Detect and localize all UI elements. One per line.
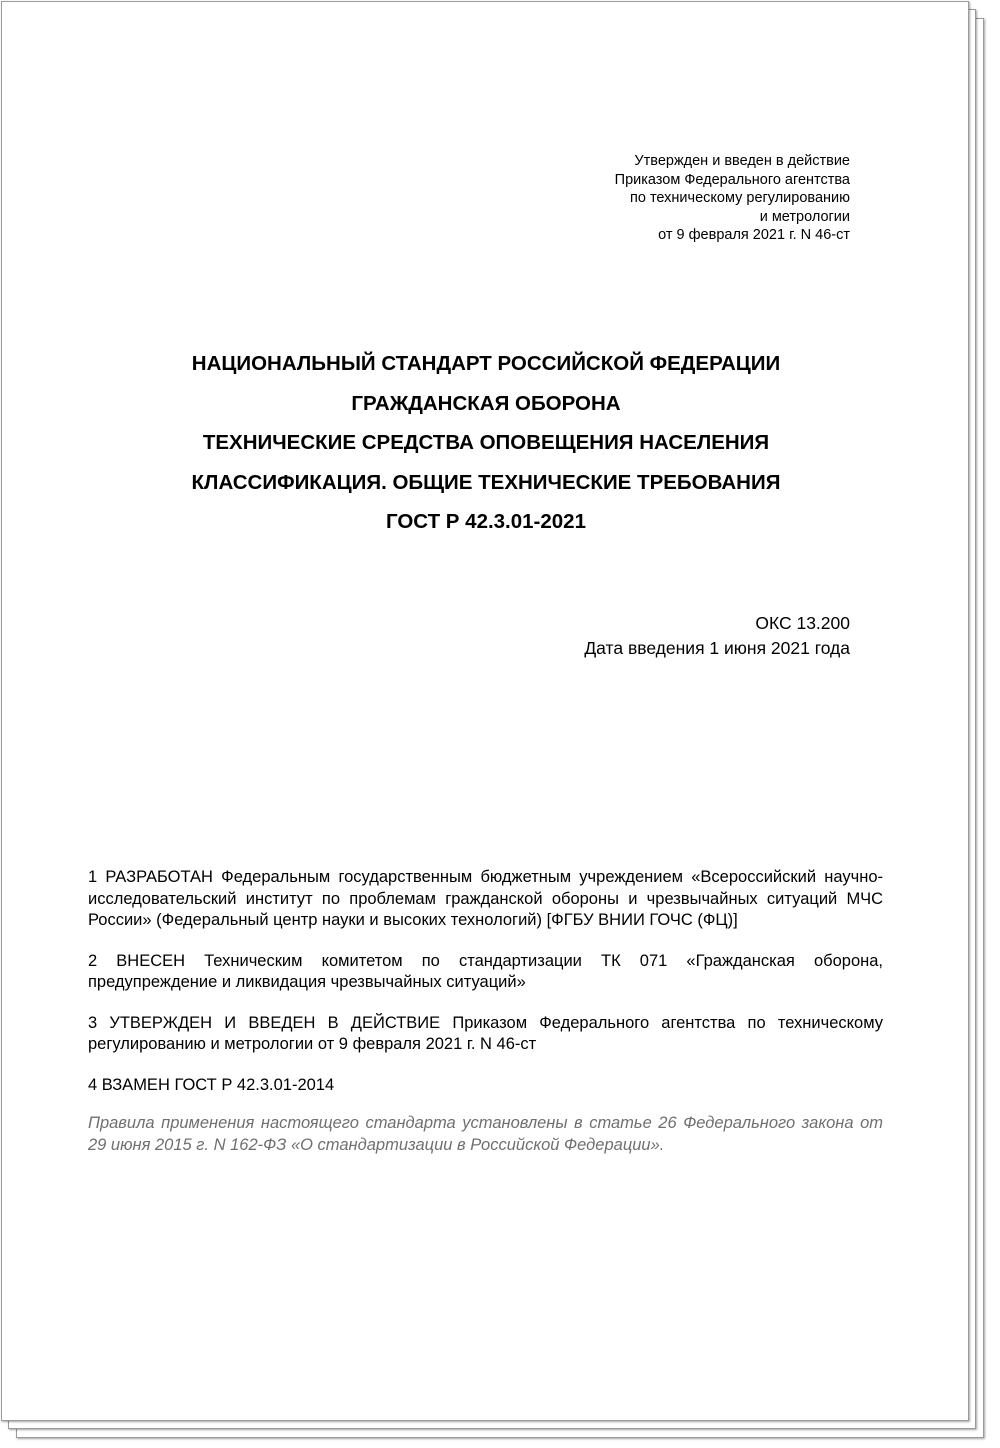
classification-block <box>584 611 850 661</box>
title-line-scope: КЛАССИФИКАЦИЯ. ОБЩИЕ ТЕХНИЧЕСКИЕ ТРЕБОВАНИЯ <box>191 470 781 494</box>
approval-line: по техническому регулированию <box>630 190 850 206</box>
preface-item-replaces: 4 ВЗАМЕН ГОСТ Р 42.3.01-2014 <box>88 1075 335 1094</box>
title-line-standard-type: НАЦИОНАЛЬНЫЙ СТАНДАРТ РОССИЙСКОЙ ФЕДЕРАЦИИ <box>191 352 781 375</box>
approval-line: Утвержден и введен в действие <box>634 153 850 169</box>
title-line-field: ГРАЖДАНСКАЯ ОБОРОНА <box>351 391 621 415</box>
approval-block <box>615 152 850 245</box>
preface-items <box>88 867 883 1156</box>
title-line-subject: ТЕХНИЧЕСКИЕ СРЕДСТВА ОПОВЕЩЕНИЯ НАСЕЛЕНИЯ <box>202 431 770 454</box>
preface-item-approved: 3 УТВЕРЖДЕН И ВВЕДЕН В ДЕЙСТВИЕ Приказом Федерального агентства по техническому регулированию и метрологии от 9 февраля 2021 г. N 46-ст <box>88 1013 883 1053</box>
approval-line: Приказом Федерального агентства <box>614 171 850 188</box>
approval-line: и метрологии <box>759 208 850 225</box>
preface-item-submitted: 2 ВНЕСЕН Техническим комитетом по стандартизации ТК 071 «Гражданская оборона, предупреждение и ликвидация чрезвычайных ситуаций» <box>88 951 883 991</box>
document-page <box>1 1 969 1421</box>
preface-item-developed: 1 РАЗРАБОТАН Федеральным государственным бюджетным учреждением «Всероссийский научно-исследовательский институт по проблемам гражданской обороны и чрезвычайных ситуаций МЧС России» (Федеральный центр науки и высоких технологий) [ФГБУ ВНИИ ГОЧС (ФЦ)] <box>88 868 883 929</box>
document-title <box>86 344 886 542</box>
oks-code: ОКС 13.200 <box>755 613 850 633</box>
approval-line: от 9 февраля 2021 г. N 46-ст <box>658 227 850 243</box>
title-line-designation: ГОСТ Р 42.3.01-2021 <box>385 510 586 533</box>
application-rules-note: Правила применения настоящего стандарта установлены в статье 26 Федерального закона от 29 июня 2015 г. N 162-ФЗ «О стандартизации в Российской Федерации». <box>88 1114 883 1154</box>
intro-date: Дата введения 1 июня 2021 года <box>584 638 850 658</box>
